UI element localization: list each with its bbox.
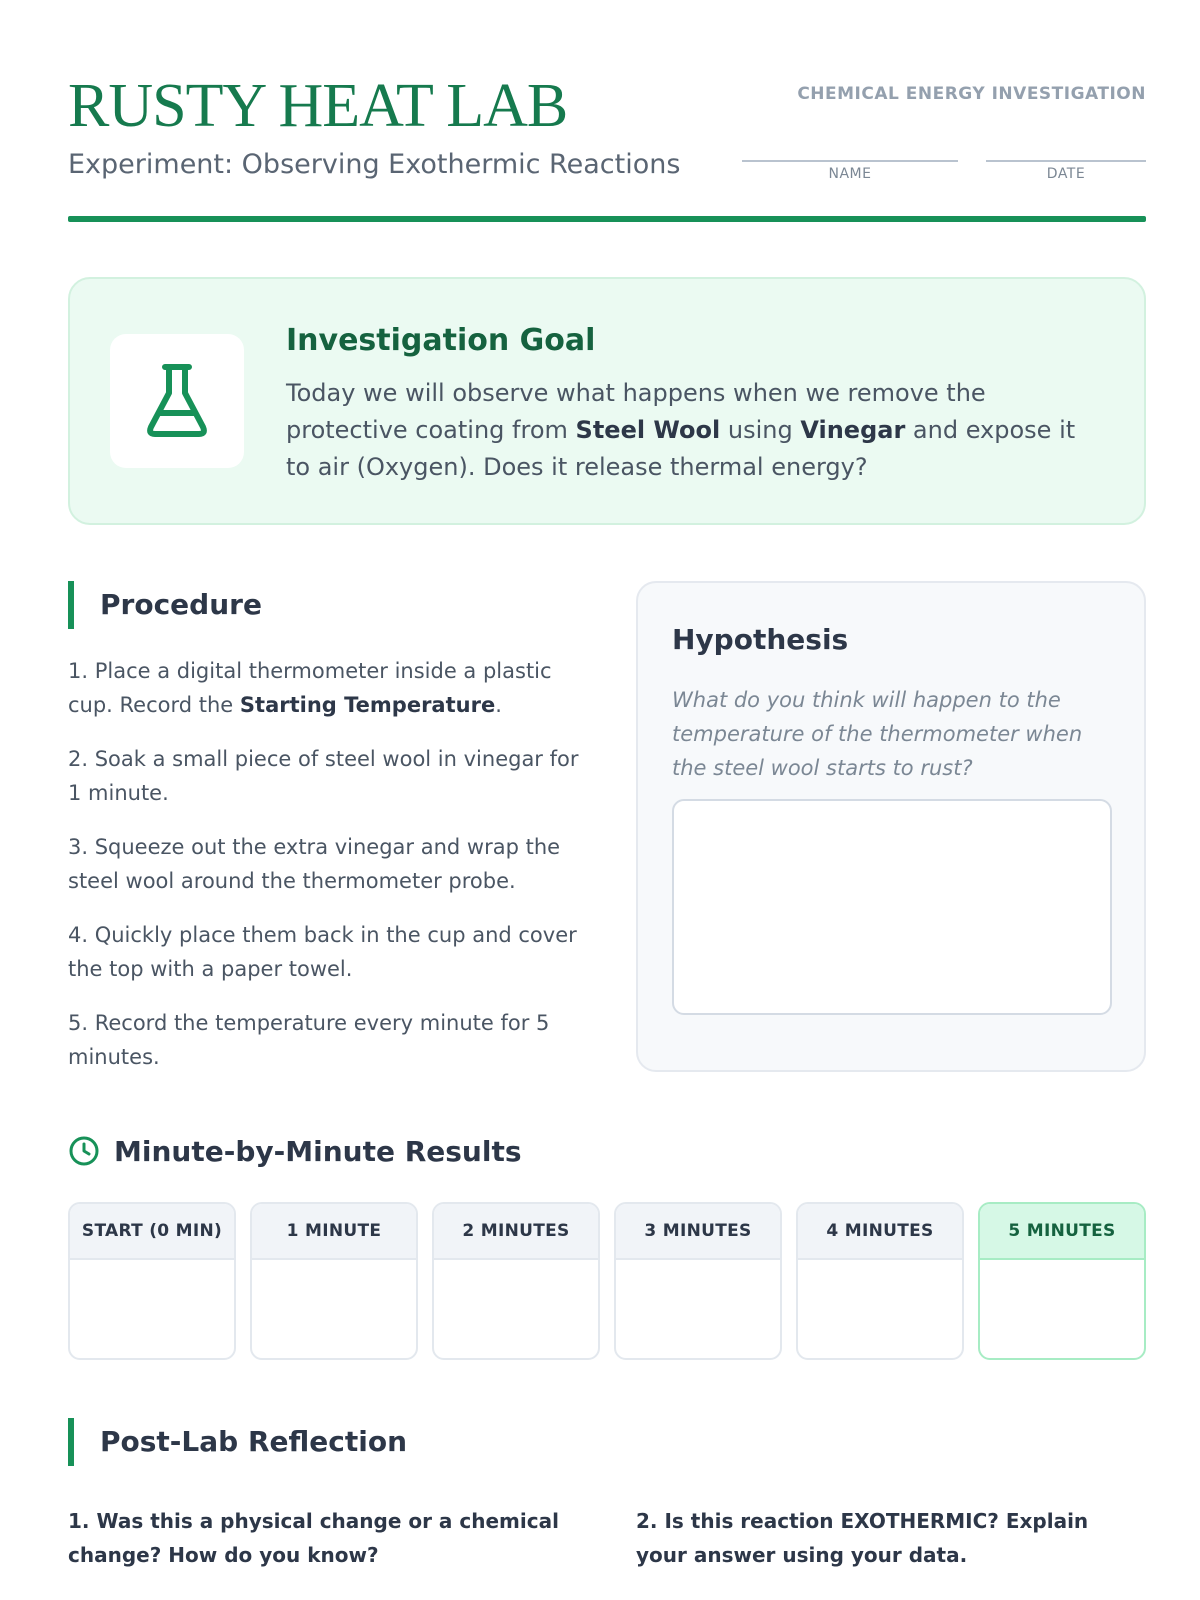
result-cell-label: 5 MINUTES <box>980 1204 1144 1260</box>
results-heading <box>68 1126 522 1176</box>
procedure-list <box>68 654 588 1094</box>
header-kicker: CHEMICAL ENERGY INVESTIGATION <box>797 84 1146 104</box>
result-cell-2min[interactable] <box>432 1202 600 1360</box>
goal-text-part: and expose it to air (Oxygen). Does it release thermal energy? <box>286 416 1076 481</box>
step-text: . <box>495 693 502 717</box>
procedure-step-1 <box>68 654 588 722</box>
procedure-step-4: 4. Quickly place them back in the cup and cover the top with a paper towel. <box>68 923 577 981</box>
goal-text-part: using <box>720 416 801 444</box>
results-title: Minute-by-Minute Results <box>114 1134 522 1168</box>
reflection-question-2: 2. Is this reaction EXOTHERMIC? Explain your answer using your data. <box>636 1509 1089 1567</box>
clock-icon <box>68 1135 100 1167</box>
page-title: RUSTY HEAT LAB <box>68 72 568 140</box>
reflection-question-1: 1. Was this a physical change or a chemical change? How do you know? <box>68 1509 559 1567</box>
header-divider <box>68 216 1146 222</box>
goal-icon-box <box>110 334 244 468</box>
page-subtitle: Experiment: Observing Exothermic Reactions <box>68 149 681 180</box>
result-cell-start[interactable] <box>68 1202 236 1360</box>
goal-bold-vinegar: Vinegar <box>800 416 906 444</box>
procedure-step-5: 5. Record the temperature every minute for 5 minutes. <box>68 1011 550 1069</box>
page-header <box>68 70 1146 222</box>
hypothesis-answer-box[interactable] <box>672 799 1112 1015</box>
goal-text-part: Today we will observe what happens when we remove the protective coating from <box>286 379 986 444</box>
result-cell-1min[interactable] <box>250 1202 418 1360</box>
result-cell-label: 4 MINUTES <box>798 1204 962 1260</box>
goal-description <box>286 375 1106 486</box>
result-cell-label: 1 MINUTE <box>252 1204 416 1260</box>
result-cell-5min[interactable] <box>978 1202 1146 1360</box>
result-cell-label: 3 MINUTES <box>616 1204 780 1260</box>
hypothesis-card <box>636 581 1146 1072</box>
step-text: 1. Place a digital thermometer inside a plastic cup. Record the <box>68 659 552 717</box>
goal-title: Investigation Goal <box>286 323 596 358</box>
procedure-step-3: 3. Squeeze out the extra vinegar and wrap the steel wool around the thermometer probe. <box>68 835 561 893</box>
result-cell-3min[interactable] <box>614 1202 782 1360</box>
result-cell-label: START (0 MIN) <box>70 1204 234 1260</box>
result-cell-label: 2 MINUTES <box>434 1204 598 1260</box>
procedure-step-2: 2. Soak a small piece of steel wool in vinegar for 1 minute. <box>68 747 579 805</box>
name-field[interactable]: NAME <box>742 160 958 182</box>
results-grid <box>68 1202 1146 1362</box>
flask-icon <box>145 363 209 439</box>
procedure-heading: Procedure <box>68 581 262 629</box>
goal-bold-steel-wool: Steel Wool <box>575 416 721 444</box>
step-bold: Starting Temperature <box>239 693 496 717</box>
result-cell-4min[interactable] <box>796 1202 964 1360</box>
hypothesis-title: Hypothesis <box>672 623 849 656</box>
hypothesis-question: What do you think will happen to the temperature of the thermometer when the steel wool starts to rust? <box>672 688 1083 780</box>
investigation-goal-card <box>68 277 1146 525</box>
date-field[interactable]: DATE <box>986 160 1146 182</box>
reflection-heading: Post-Lab Reflection <box>68 1418 407 1466</box>
